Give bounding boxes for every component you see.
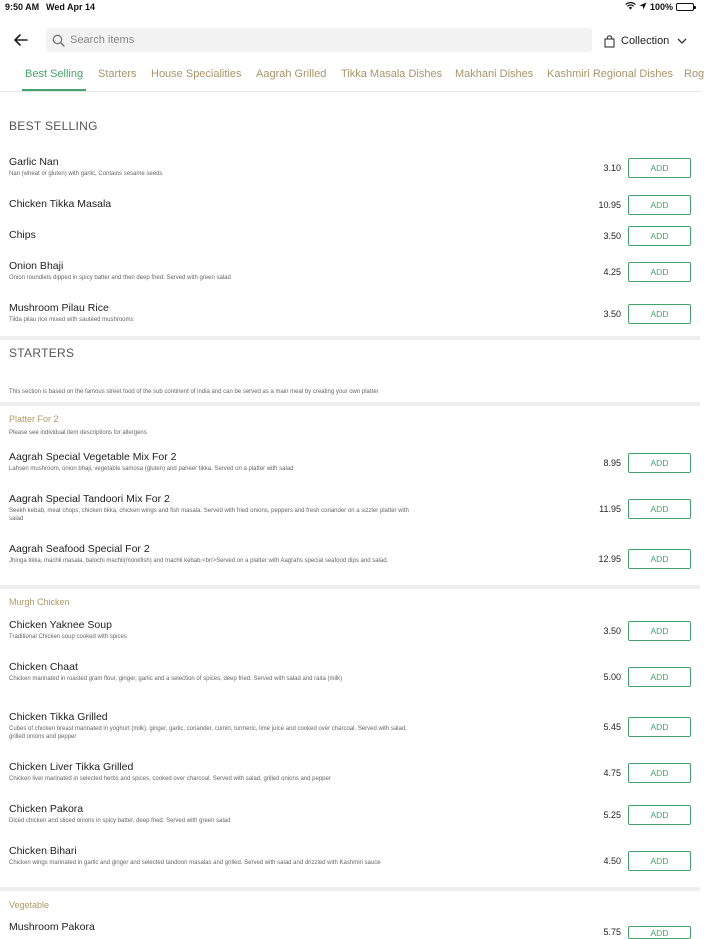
group-note: Please see individual item descriptions for allergens (9, 430, 147, 436)
tab-tikka-masala-dishes[interactable]: Tikka Masala Dishes (341, 68, 443, 80)
add-button[interactable]: ADD (628, 763, 691, 783)
add-button[interactable]: ADD (628, 499, 691, 519)
tab-aagrah-grilled[interactable]: Aagrah Grilled (256, 68, 327, 80)
status-bar (0, 0, 700, 16)
group-title-platter: Platter For 2 (9, 414, 59, 424)
search-input[interactable] (70, 34, 570, 46)
item-description: Chicken marinated in roasted gram flour, ginger, garlic and a selection of spices, deep fried. Served with salad and raita (milk) (9, 676, 343, 682)
item-description: Tilda pilau rice mixed with sautéed mushrooms (9, 317, 134, 323)
item-description: Chicken wings marinated in garlic and ginger and selected tandoori masalas and grilled. Served with salad and drizzled with Kashmiri sauce (9, 860, 381, 866)
item-price: 3.50 (603, 309, 621, 319)
battery-percentage: 100% (649, 2, 673, 12)
item-name: Garlic Nan (9, 156, 59, 168)
add-button[interactable]: ADD (628, 667, 691, 687)
location-arrow-icon (639, 2, 647, 12)
item-price: 11.95 (599, 504, 621, 514)
wifi-icon (625, 2, 636, 12)
item-price: 5.00 (603, 672, 621, 682)
back-button[interactable] (10, 29, 32, 51)
item-price: 4.50 (603, 856, 621, 866)
item-name: Chicken Tikka Masala (9, 198, 112, 210)
item-description: Traditional Chicken soup cooked with spices (9, 634, 127, 640)
item-price: 3.10 (603, 163, 621, 173)
item-price: 3.50 (603, 626, 621, 636)
item-price: 3.50 (603, 231, 621, 241)
add-button[interactable]: ADD (628, 851, 691, 871)
arrow-left-icon (10, 29, 32, 51)
add-button[interactable]: ADD (628, 453, 691, 473)
tab-makhani-dishes[interactable]: Makhani Dishes (455, 68, 534, 80)
group-title-vegetable: Vegetable (9, 900, 50, 910)
add-button[interactable]: ADD (628, 304, 691, 324)
item-price: 4.25 (603, 267, 621, 277)
item-description: Diced chicken and sliced onions in spicy batter, deep fried. Served with green salad (9, 818, 231, 824)
item-name: Aagrah Seafood Special For 2 (9, 543, 150, 555)
chevron-down-icon (677, 38, 687, 45)
collection-label: Collection (621, 35, 670, 47)
section-description: This section is based on the famous street food of the sub continent of india and can be served as a main meal by creating your own platter (9, 389, 379, 395)
item-price: 4.75 (603, 768, 621, 778)
item-description: Chicken liver marinated in selected herbs and spices, cooked over charcoal. Served with salad, grilled onions and pepper (9, 776, 331, 782)
item-price: 5.45 (603, 722, 621, 732)
collection-dropdown[interactable] (604, 30, 687, 52)
item-description: Jhinga tikka, machli masala, balochi machli(monkfish) and machli kebab.<br/>Served on a platter with Aagrahs special seafood dips and salad. (9, 558, 389, 564)
item-name: Mushroom Pilau Rice (9, 302, 109, 314)
item-description: Onion roundlets dipped in spicy batter and then deep fried. Served with green salad (9, 275, 231, 281)
item-price: 12.95 (598, 554, 621, 564)
item-name: Onion Bhaji (9, 260, 64, 272)
item-name: Chicken Yaknee Soup (9, 619, 112, 631)
status-time: 9:50 AM (5, 2, 40, 12)
section-title-starters: STARTERS (9, 346, 75, 360)
item-price: 8.95 (603, 458, 621, 468)
add-button[interactable]: ADD (628, 926, 691, 939)
add-button[interactable]: ADD (628, 621, 691, 641)
add-button[interactable]: ADD (628, 717, 691, 737)
section-divider (0, 887, 700, 891)
item-price: 5.25 (603, 810, 621, 820)
tab-kashmiri-regional-dishes[interactable]: Kashmiri Regional Dishes (547, 68, 673, 80)
section-title-best-selling: BEST SELLING (9, 119, 98, 133)
item-price: 5.75 (603, 927, 621, 937)
search-icon (52, 34, 65, 47)
status-indicators (625, 2, 694, 12)
status-date: Wed Apr 14 (46, 2, 96, 12)
item-name: Chicken Chaat (9, 661, 78, 673)
add-button[interactable]: ADD (628, 195, 691, 215)
tab-rog[interactable]: Rog (684, 68, 704, 80)
section-divider (0, 336, 700, 340)
battery-icon (676, 3, 694, 11)
top-bar (0, 26, 700, 54)
tab-starters[interactable]: Starters (98, 68, 137, 80)
item-name: Chips (9, 229, 36, 241)
item-description: Lahsen mushroom, onion bhaji, vegetable samosa (gluten) and paneer tikka. Served on a platter with salad (9, 466, 294, 472)
add-button[interactable]: ADD (628, 549, 691, 569)
item-description: Nan (wheat or gluten) with garlic, Contains sesame seeds (9, 171, 163, 177)
item-name: Chicken Bihari (9, 845, 77, 857)
search-box[interactable] (46, 28, 592, 52)
add-button[interactable]: ADD (628, 226, 691, 246)
add-button[interactable]: ADD (628, 158, 691, 178)
item-description: Seekh kebab, meat chops, chicken tikka, chicken wings and fish masala. Served with fried onions, peppers and fresh coriander on a sizzler platter with salad (9, 508, 409, 522)
item-description: Cubes of chicken breast marinated in yoghurt (milk), ginger, garlic, coriander, cumin, turmeric, lime juice and cooked over charcoal. Served with salad, grilled onions and pepper (9, 726, 407, 740)
item-name: Aagrah Special Tandoori Mix For 2 (9, 493, 170, 505)
item-price: 10.95 (598, 200, 621, 210)
item-name: Chicken Tikka Grilled (9, 711, 108, 723)
add-button[interactable]: ADD (628, 805, 691, 825)
category-tabs (0, 66, 704, 92)
section-divider (0, 585, 700, 589)
item-name: Mushroom Pakora (9, 921, 95, 933)
item-name: Chicken Liver Tikka Grilled (9, 761, 134, 773)
item-name: Aagrah Special Vegetable Mix For 2 (9, 451, 177, 463)
section-divider (0, 402, 700, 406)
tab-best-selling[interactable]: Best Selling (22, 68, 86, 91)
item-name: Chicken Pakora (9, 803, 84, 815)
tab-house-specialities[interactable]: House Specialities (151, 68, 242, 80)
group-title-murgh-chicken: Murgh Chicken (9, 597, 70, 607)
shopping-bag-icon (604, 35, 615, 48)
add-button[interactable]: ADD (628, 262, 691, 282)
